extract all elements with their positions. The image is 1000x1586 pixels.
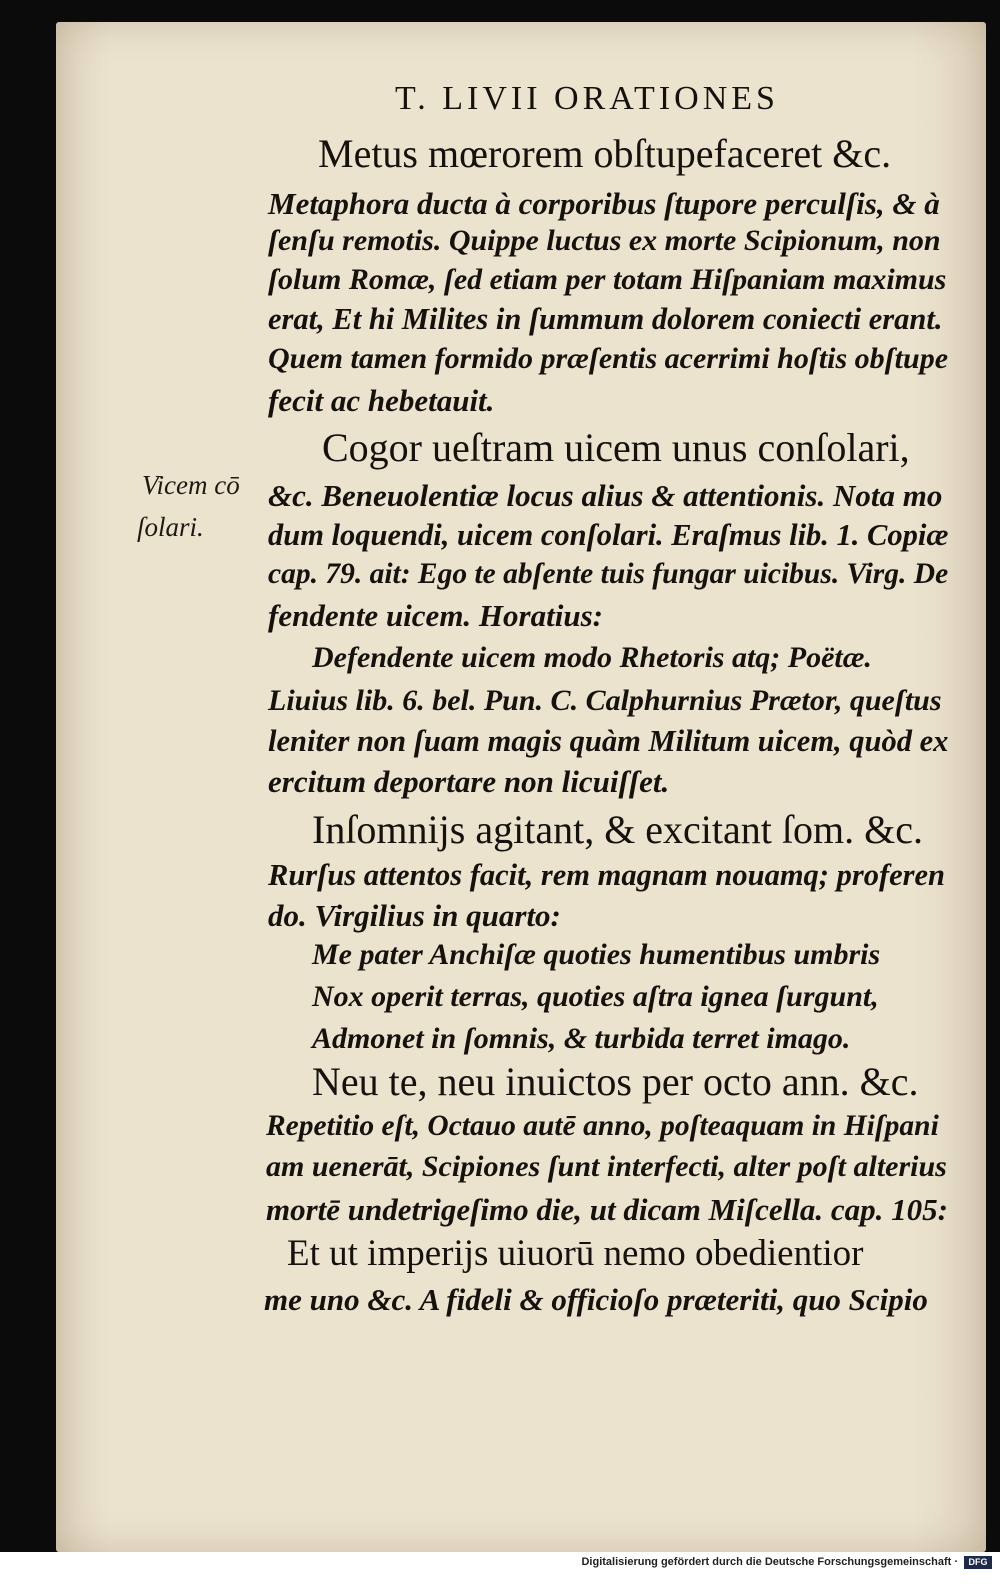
lemma-line: Neu te, neu inuictos per octo ann. &c. [312,1059,919,1104]
text-line: &c. Beneuolentiæ locus alius & attentionis. Nota mo [268,478,943,513]
text-line: fendente uicem. Horatius: [268,598,603,633]
dfg-logo: DFG [964,1556,992,1569]
text-line: erat, Et hi Milites in ſummum dolorem coniecti erant. [268,302,943,336]
lemma-line: Cogor ueſtram uicem unus conſolari, [322,425,910,470]
footer-credit: Digitalisierung gefördert durch die Deutsche Forschungsgemeinschaft · [581,1556,958,1568]
text-line: me uno &c. A fideli & officioſo præteriti, quo Scipio [264,1282,928,1317]
text-line: Quem tamen formido præſentis acerrimi hoſtis obſtupe [268,342,949,375]
lemma-line: Et ut imperijs uiuorū nemo obedientior [287,1233,864,1274]
lemma-line: Inſomnijs agitant, & excitant ſom. &c. [312,807,923,852]
text-line: mortē undetrigeſimo die, ut dicam Miſcella. cap. 105: [266,1192,948,1227]
verse-line: Defendente uicem modo Rhetoris atq; Poëtæ. [312,641,872,674]
text-line: Repetitio eſt, Octauo autē anno, poſteaquam in Hiſpani [266,1110,939,1142]
margin-note-line: ſolari. [137,512,204,542]
text-line: do. Virgilius in quarto: [268,898,561,933]
text-line: Metaphora ducta à corporibus ſtupore perculſis, & à [268,186,940,221]
text-line: Liuius lib. 6. bel. Pun. C. Calphurnius Prætor, queſtus [268,684,942,717]
text-line: leniter non ſuam magis quàm Militum uicem, quòd ex [268,724,949,758]
text-line: Rurſus attentos facit, rem magnam nouamq; proferen [268,858,946,892]
verse-line: Admonet in ſomnis, & turbida terret imago. [312,1022,851,1055]
text-line: fecit ac hebetauit. [268,383,495,418]
margin-note-line: Vicem cō [142,470,240,500]
verse-line: Nox operit terras, quoties aſtra ignea ſurgunt, [312,980,879,1013]
text-line: dum loquendi, uicem conſolari. Eraſmus lib. 1. Copiæ [268,518,949,552]
text-line: am uenerāt, Scipiones ſunt interfecti, alter poſt alterius [266,1150,947,1183]
running-header: T. LIVII ORATIONES [395,80,779,117]
text-line: ercitum deportare non licuiſſet. [268,764,670,799]
text-line: ſenſu remotis. Quippe luctus ex morte Scipionum, non [268,224,941,257]
lemma-line: Metus mœrorem obſtupefaceret &c. [318,131,892,176]
text-line: ſolum Romæ, ſed etiam per totam Hiſpaniam maximus [268,263,947,296]
text-line: cap. 79. ait: Ego te abſente tuis fungar uicibus. Virg. De [268,558,949,590]
verse-line: Me pater Anchiſæ quoties humentibus umbris [312,938,881,971]
